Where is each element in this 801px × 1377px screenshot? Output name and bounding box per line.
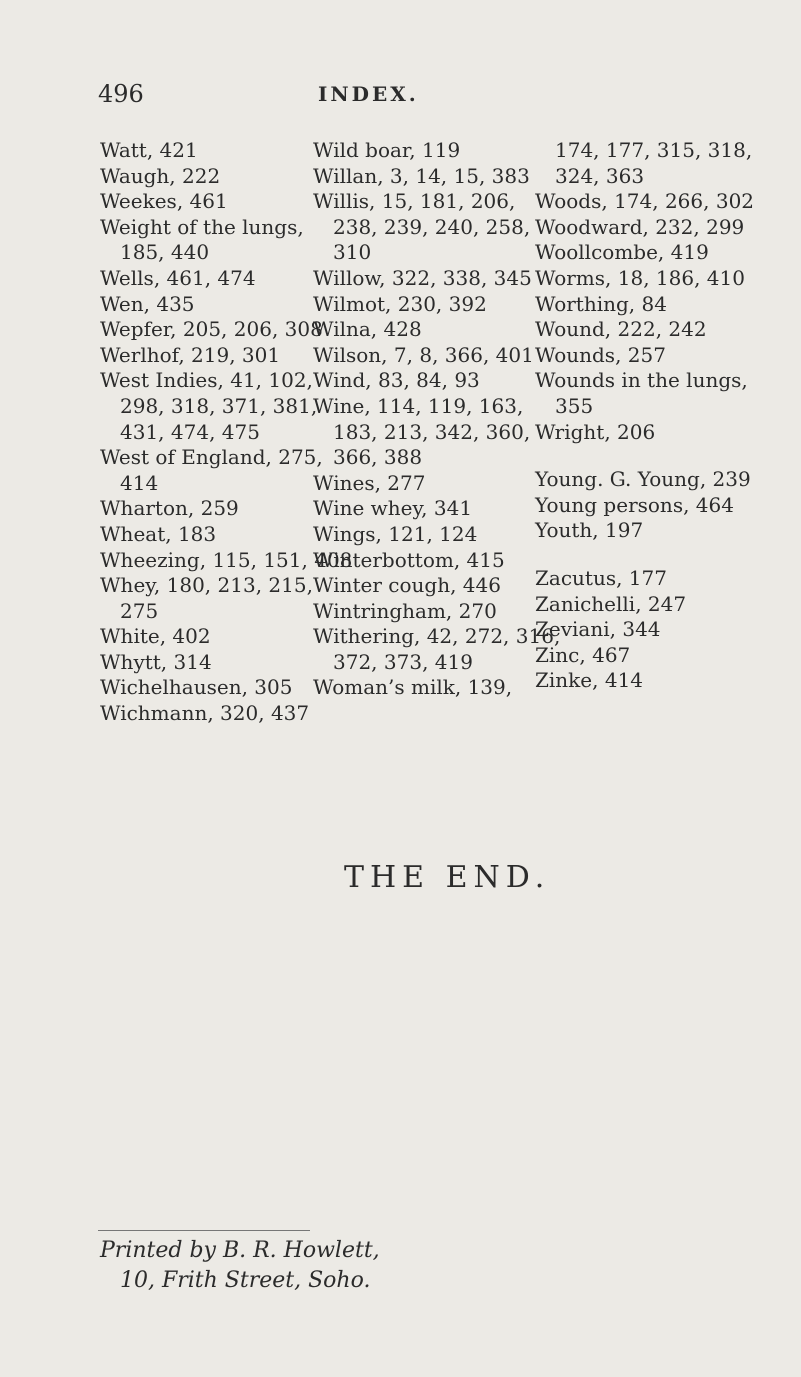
index-entry: Winterbottom, 415	[313, 547, 505, 572]
index-entry: 431, 474, 475	[120, 419, 260, 444]
index-entry: Zinc, 467	[535, 642, 631, 667]
index-entry: Wright, 206	[535, 419, 656, 444]
index-entry: Wine, 114, 119, 163,	[313, 393, 524, 418]
index-entry: Whytt, 314	[100, 649, 212, 674]
index-entry: Wheat, 183	[100, 521, 217, 546]
index-entry: Wen, 435	[100, 291, 195, 316]
index-entry: Wichelhausen, 305	[100, 675, 293, 700]
index-entry: West Indies, 41, 102,	[100, 368, 313, 393]
index-entry: Zeviani, 344	[535, 617, 661, 642]
index-entry: Willan, 3, 14, 15, 383	[313, 163, 530, 188]
index-entry: Wine whey, 341	[313, 496, 473, 521]
index-entry: Wound, 222, 242	[535, 317, 707, 342]
imprint-line-1: Printed by B. R. Howlett,	[100, 1238, 380, 1263]
running-head: INDEX.	[318, 82, 419, 106]
index-entry: Wines, 277	[313, 470, 426, 495]
index-entry: Woodward, 232, 299	[535, 214, 745, 239]
index-entry: 310	[333, 240, 372, 265]
page-number: 496	[98, 80, 144, 108]
imprint-rule	[98, 1230, 310, 1231]
index-entry: 324, 363	[555, 163, 645, 188]
printer-imprint	[100, 1236, 380, 1296]
index-entry: Wintringham, 270	[313, 598, 497, 623]
index-entry: Zacutus, 177	[535, 565, 667, 590]
index-column-3	[535, 138, 780, 694]
index-entry: Zanichelli, 247	[535, 591, 687, 616]
index-entry: Young. G. Young, 239	[535, 467, 751, 492]
index-entry: 238, 239, 240, 258,	[333, 214, 531, 239]
imprint-line-2: 10, Frith Street, Soho.	[120, 1268, 371, 1293]
index-entry: Whey, 180, 213, 215,	[100, 573, 313, 598]
index-entry: Woollcombe, 419	[535, 240, 709, 265]
index-entry: 355	[555, 393, 594, 418]
index-entry: Wilson, 7, 8, 366, 401	[313, 342, 534, 367]
index-entry: Wilmot, 230, 392	[313, 291, 487, 316]
index-entry: 183, 213, 342, 360,	[333, 419, 531, 444]
index-entry: Weekes, 461	[100, 189, 228, 214]
index-entry: Worthing, 84	[535, 291, 667, 316]
index-entry: Wharton, 259	[100, 496, 239, 521]
the-end: THE END.	[344, 860, 551, 895]
index-entry: 275	[120, 598, 159, 623]
index-entry: 174, 177, 315, 318,	[555, 138, 753, 162]
index-entry: Wepfer, 205, 206, 308	[100, 317, 323, 342]
index-entry: Woman’s milk, 139,	[313, 675, 513, 700]
index-entry: Werlhof, 219, 301	[100, 342, 281, 367]
index-entry: 298, 318, 371, 381,	[120, 393, 318, 418]
index-entry: Wind, 83, 84, 93	[313, 368, 480, 393]
index-entry: 185, 440	[120, 240, 210, 265]
index-entry: Wings, 121, 124	[313, 521, 478, 546]
index-entry: Willis, 15, 181, 206,	[313, 189, 516, 214]
index-entry: White, 402	[100, 624, 211, 649]
index-entry: Young persons, 464	[535, 492, 734, 517]
index-entry: Youth, 197	[535, 518, 644, 543]
index-entry: Watt, 421	[100, 138, 198, 162]
index-entry: 366, 388	[333, 445, 423, 470]
index-entry: Wounds, 257	[535, 342, 666, 367]
index-entry: Winter cough, 446	[313, 573, 501, 598]
index-entry: Willow, 322, 338, 345	[313, 265, 532, 290]
index-entry: Weight of the lungs,	[100, 214, 304, 239]
index-entry: Waugh, 222	[100, 163, 221, 188]
index-entry: Worms, 18, 186, 410	[535, 265, 745, 290]
index-entry: Wells, 461, 474	[100, 265, 256, 290]
index-entry: Wheezing, 115, 151, 408	[100, 547, 353, 572]
index-entry: Wild boar, 119	[313, 138, 461, 162]
index-entry: Withering, 42, 272, 316,	[313, 624, 561, 649]
index-entry: Wounds in the lungs,	[535, 368, 748, 393]
index-entry: Wilna, 428	[313, 317, 422, 342]
index-entry: 414	[120, 470, 159, 495]
index-entry: Wichmann, 320, 437	[100, 701, 310, 726]
index-column-2	[313, 138, 561, 701]
index-entry: West of England, 275,	[100, 445, 323, 470]
index-entry: Woods, 174, 266, 302	[535, 189, 755, 214]
index-entry: Zinke, 414	[535, 668, 644, 693]
index-entry: 372, 373, 419	[333, 649, 473, 674]
